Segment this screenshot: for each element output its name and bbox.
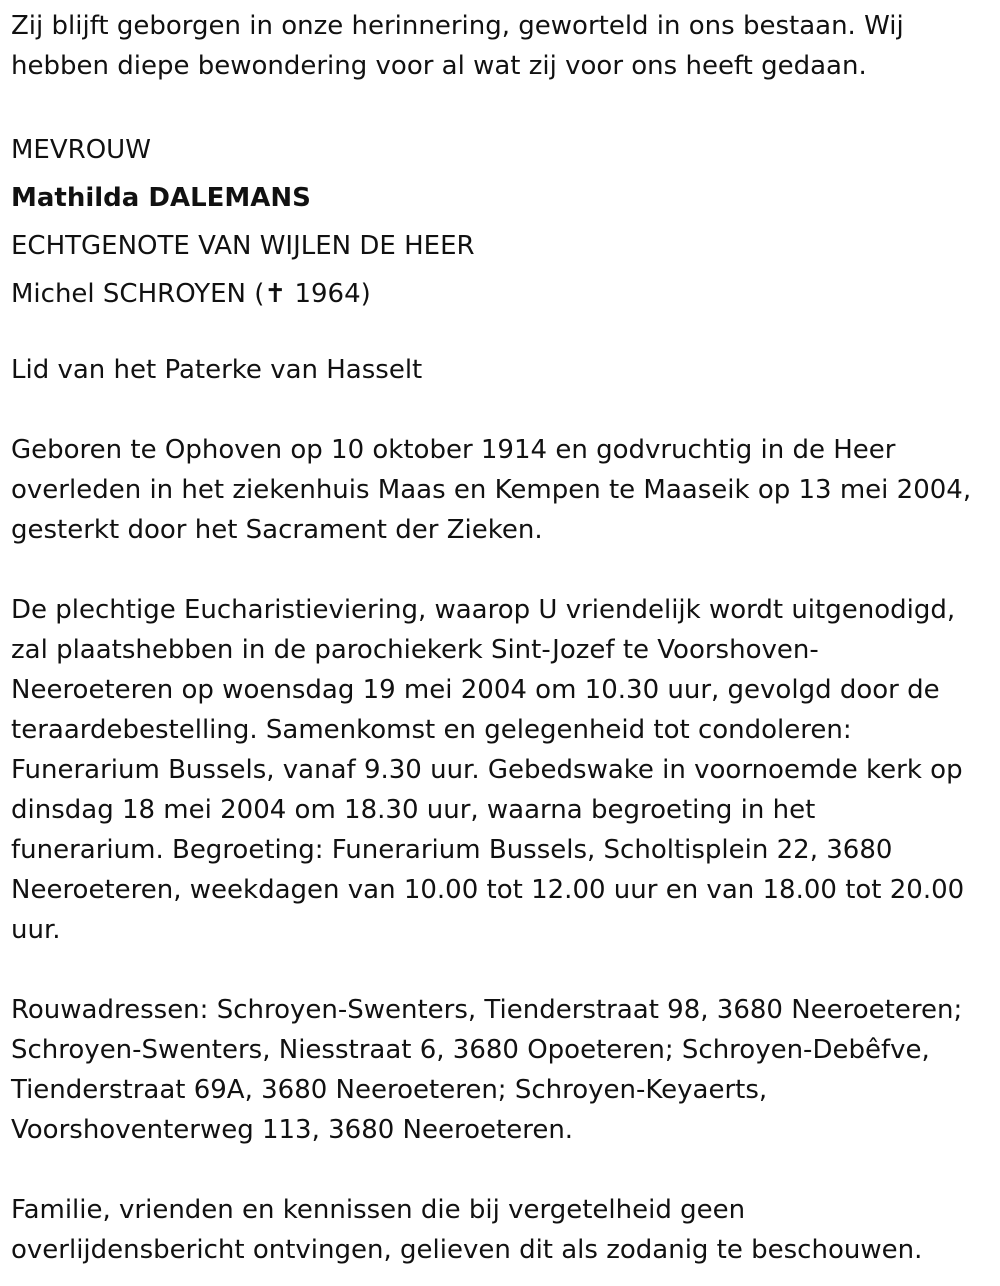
birth-death-line: gesterkt door het Sacrament der Zieken. [11,515,543,545]
spouse-name: Michel SCHROYEN (✝ 1964) [11,279,371,309]
birth-death-line: Geboren te Ophoven op 10 oktober 1914 en godvruchtig in de Heer [11,435,896,465]
address-line: Voorshoventerweg 113, 3680 Neeroeteren. [11,1115,574,1145]
membership-paragraph [11,350,422,390]
ceremony-line: uur. [11,915,61,945]
birth-death-line: overleden in het ziekenhuis Maas en Kempen te Maaseik op 13 mei 2004, [11,475,972,505]
ceremony-line: zal plaatshebben in de parochiekerk Sint-Jozef te Voorshoven- [11,635,819,665]
intro-line: Zij blijft geborgen in onze herinnering, geworteld in ons bestaan. Wij [11,11,904,41]
honorific: MEVROUW [11,135,151,165]
ceremony-line: dinsdag 18 mei 2004 om 18.30 uur, waarna begroeting in het [11,795,816,825]
intro-paragraph [11,6,904,86]
ceremony-paragraph [11,590,964,950]
ceremony-line: teraardebestelling. Samenkomst en gelegenheid tot condoleren: [11,715,852,745]
ceremony-line: Neeroeteren op woensdag 19 mei 2004 om 10.30 uur, gevolgd door de [11,675,940,705]
deceased-name: Mathilda DALEMANS [11,183,311,213]
intro-line: hebben diepe bewondering voor al wat zij voor ons heeft gedaan. [11,51,867,81]
closing-line: overlijdensbericht ontvingen, gelieven dit als zodanig te beschouwen. [11,1235,923,1265]
relation-text: ECHTGENOTE VAN WIJLEN DE HEER [11,231,475,261]
membership-line: Lid van het Paterke van Hasselt [11,355,423,385]
deceased-block [11,126,475,318]
ceremony-line: Funerarium Bussels, vanaf 9.30 uur. Gebedswake in voornoemde kerk op [11,755,963,785]
address-line: Rouwadressen: Schroyen-Swenters, Tienderstraat 98, 3680 Neeroeteren; [11,995,963,1025]
addresses-paragraph [11,990,962,1150]
ceremony-line: De plechtige Eucharistieviering, waarop U vriendelijk wordt uitgenodigd, [11,595,956,625]
ceremony-line: Neeroeteren, weekdagen van 10.00 tot 12.00 uur en van 18.00 tot 20.00 [11,875,965,905]
ceremony-line: funerarium. Begroeting: Funerarium Bussels, Scholtisplein 22, 3680 [11,835,893,865]
closing-paragraph [11,1190,922,1270]
closing-line: Familie, vrienden en kennissen die bij vergetelheid geen [11,1195,746,1225]
address-line: Schroyen-Swenters, Niesstraat 6, 3680 Opoeteren; Schroyen-Debêfve, [11,1035,930,1065]
birth-death-paragraph [11,430,971,550]
address-line: Tienderstraat 69A, 3680 Neeroeteren; Schroyen-Keyaerts, [11,1075,768,1105]
